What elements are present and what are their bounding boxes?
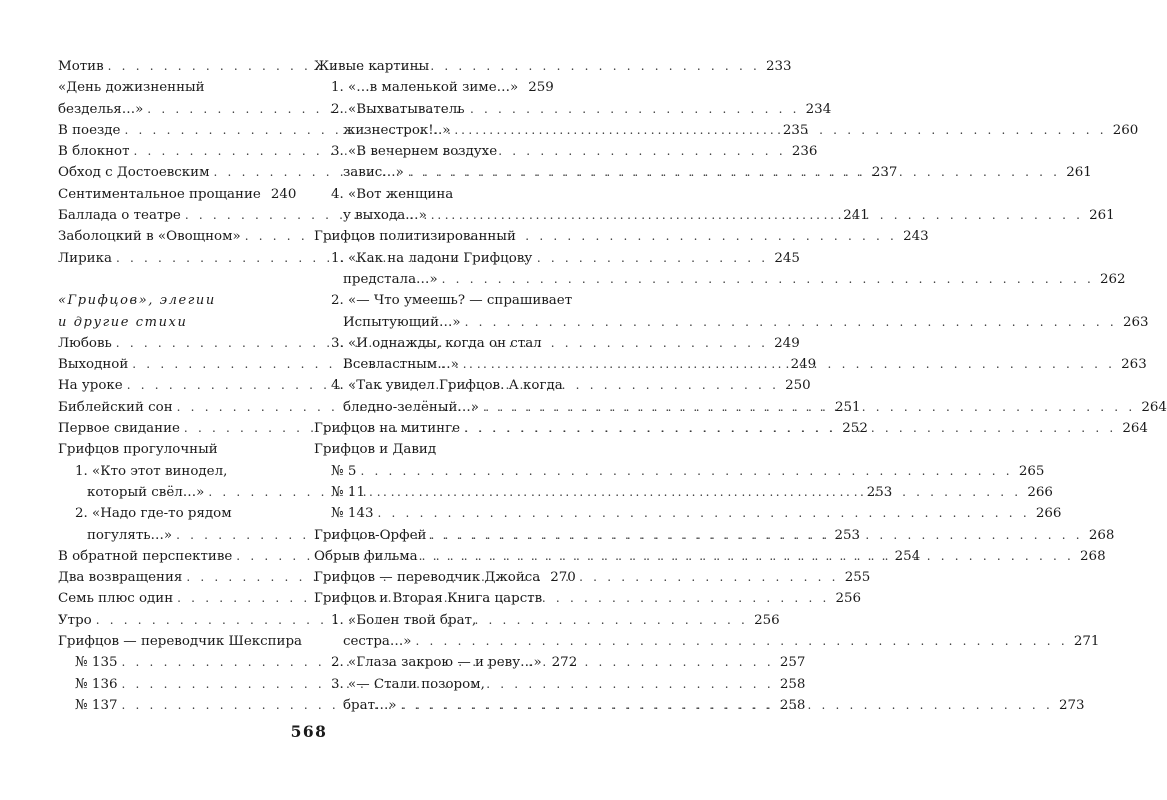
- toc-entry-page: 236: [791, 144, 818, 160]
- toc-entry-title: № 11: [331, 484, 365, 500]
- toc-entry-page: 245: [774, 250, 800, 266]
- toc-entry-title: Семь плюс один: [58, 591, 174, 607]
- toc-entry-page: 260: [1112, 122, 1139, 138]
- toc-entry-title: 2. «Выхватыватель: [331, 101, 465, 117]
- toc-entry-page: 253: [866, 484, 893, 500]
- toc-entry-page: 258: [779, 676, 806, 692]
- toc-entry-title: завис…»: [343, 165, 404, 181]
- toc-entry-page: 266: [1035, 506, 1062, 522]
- toc-entry-title: Грифцов и Давид: [314, 442, 437, 458]
- toc-entry-page: 273: [1058, 697, 1085, 713]
- toc-entry-title: 3. «И однажды, когда он стал: [331, 335, 542, 351]
- toc-entry-title: Библейский сон: [58, 399, 173, 415]
- toc-entry: [314, 439, 553, 460]
- toc-entry-title: жизнестрок!..»: [343, 122, 451, 138]
- toc-entry-page: 266: [1027, 484, 1053, 500]
- toc-leader-dots: [415, 631, 1067, 652]
- toc-entry-title: № 5: [331, 463, 357, 479]
- toc-entry-title: Сентиментальное прощание: [58, 186, 261, 202]
- toc-entry-title: Испытующий…»: [343, 314, 461, 330]
- toc-entry-title: Грифцов и Вторая Книга царств: [314, 591, 543, 607]
- toc-entry-page: 258: [779, 697, 806, 713]
- toc-entry-title: и другие стихи: [58, 314, 188, 330]
- toc-entry-page: 261: [1089, 208, 1115, 224]
- toc-entry-title: 1. «Кто этот винодел,: [75, 463, 228, 479]
- toc-entry-page: 264: [1122, 421, 1148, 437]
- toc-entry: [58, 184, 297, 205]
- toc-entry: [58, 631, 303, 652]
- toc-entry-title: Грифцов прогулочный: [58, 442, 218, 458]
- toc-leader-dots: [378, 503, 1030, 524]
- toc-entry-title: 1. «Как на ладони Грифцову: [331, 250, 533, 266]
- toc-entry: [314, 610, 553, 631]
- toc-leader-dots: [483, 397, 1135, 418]
- toc-entry-title: предстала…»: [343, 271, 438, 287]
- toc-leader-dots: [430, 525, 1082, 546]
- toc-entry-title: В поезде: [58, 122, 121, 138]
- toc-entry-title: у выхода…»: [343, 208, 427, 224]
- toc-entry-page: 250: [785, 378, 811, 394]
- toc-entry-page: 256: [754, 612, 780, 628]
- toc-spacer: [58, 269, 294, 290]
- toc-entry-page: 265: [1018, 463, 1045, 479]
- toc-entry: [314, 312, 1149, 333]
- toc-entry-title: 3. «— Стали позором,: [331, 676, 485, 692]
- toc-entry-page: 262: [1100, 271, 1126, 287]
- toc-entry: [314, 674, 553, 695]
- toc-entry-title: Баллада о театре: [58, 208, 181, 224]
- toc-entry-title: безделья…»: [58, 101, 144, 117]
- toc-entry-title: Выходной: [58, 357, 129, 373]
- toc-entry-page: 272: [551, 655, 578, 671]
- toc-entry-page: 264: [1141, 399, 1167, 415]
- toc-entry-title: Заболоцкий в «Овощном»: [58, 229, 241, 245]
- toc-entry-page: 241: [843, 208, 869, 224]
- toc-entry: [58, 439, 294, 460]
- page-number: 568: [290, 722, 328, 741]
- toc-leader-dots: [442, 269, 1094, 290]
- toc-entry-title: сестра…»: [343, 634, 412, 650]
- toc-entry: [314, 631, 1100, 652]
- toc-entry-page: 252: [842, 421, 868, 437]
- toc-section-heading: [58, 312, 294, 333]
- toc-entry-title: «День дожизненный: [58, 80, 205, 96]
- toc-entry-title: 1. «…в маленькой зиме…»: [331, 80, 519, 96]
- toc-entry-title: Живые картины: [314, 59, 430, 74]
- toc-entry-page: 234: [805, 101, 832, 117]
- toc-entry: [314, 567, 576, 588]
- toc-entry: [58, 461, 294, 482]
- toc-leader-dots: [431, 205, 1083, 226]
- toc-entry: [314, 290, 573, 311]
- toc-entry: [314, 184, 553, 205]
- toc-leader-dots: [401, 695, 1053, 716]
- toc-entry-title: «Грифцов», элегии: [58, 293, 216, 309]
- toc-entry-title: Лирика: [58, 250, 112, 266]
- toc-entry-title: 1. «Болен твой брат,: [331, 612, 477, 628]
- toc-entry-title: Утро: [58, 612, 92, 628]
- toc-leader-dots: [454, 120, 1106, 141]
- toc-entry-page: 270: [550, 570, 576, 586]
- toc-entry-page: 235: [782, 122, 809, 138]
- toc-entry-page: 259: [528, 80, 554, 96]
- toc-entry-title: Грифцов — переводчик Джойса: [314, 570, 541, 586]
- toc-entry-page: 263: [1121, 357, 1147, 373]
- toc-entry-title: Грифцов на митинге: [314, 421, 461, 437]
- toc-entry: [314, 99, 553, 120]
- toc-entry-page: 233: [766, 59, 792, 74]
- toc-entry-title: № 135: [75, 655, 118, 671]
- toc-leader-dots: [369, 482, 1021, 503]
- toc-entry-page: 243: [903, 229, 929, 245]
- toc-entry-title: В обратной перспективе: [58, 548, 233, 564]
- toc-entry-page: 268: [1080, 548, 1106, 564]
- toc-entry-page: 249: [790, 357, 817, 373]
- toc-entry-page: 256: [835, 591, 862, 607]
- toc-entry-title: брат…»: [343, 697, 397, 713]
- toc-entry: [314, 588, 553, 609]
- toc-leader-dots: [360, 461, 1012, 482]
- toc-entry-title: 2. «Глаза закрою — и реву…»: [331, 655, 542, 671]
- toc-entry: [314, 375, 563, 396]
- toc-entry-title: 2. «Надо где-то рядом: [75, 506, 232, 522]
- toc-entry-page: 249: [774, 335, 800, 351]
- toc-entry-page: 254: [894, 548, 921, 564]
- toc-entry: [314, 503, 1062, 524]
- toc-entry: [314, 141, 553, 162]
- toc-entry-title: бледно-зелёный…»: [343, 399, 479, 415]
- toc-leader-dots: [422, 546, 1074, 567]
- toc-leader-dots: [408, 162, 1060, 183]
- toc-entry-title: № 136: [75, 676, 118, 692]
- toc-entry-title: Первое свидание: [58, 421, 180, 437]
- toc-entry: [58, 77, 294, 98]
- toc-entry-title: который свёл…»: [87, 484, 205, 500]
- toc-entry-title: В блокнот: [58, 144, 130, 160]
- toc-entry-title: № 143: [331, 506, 374, 522]
- toc-entry-title: 4. «Так увидел Грифцов. А когда: [331, 378, 563, 394]
- toc-entry-title: погулять…»: [87, 527, 173, 543]
- toc-entry-title: Всевластным…»: [343, 357, 459, 373]
- toc-entry: [314, 461, 1045, 482]
- toc-entry-page: 251: [835, 399, 861, 415]
- toc-entry-title: На уроке: [58, 378, 123, 394]
- toc-leader-dots: [464, 418, 1116, 439]
- toc-entry-page: 237: [871, 165, 898, 181]
- toc-entry-title: Обрыв фильма: [314, 548, 418, 564]
- toc-entry-page: 268: [1088, 527, 1115, 543]
- toc-entry-title: 4. «Вот женщина: [331, 186, 454, 202]
- toc-entry-page: 240: [270, 186, 297, 202]
- toc-entry: [314, 248, 553, 269]
- toc-entry-page: 257: [779, 655, 806, 671]
- toc-section-heading: [58, 290, 294, 311]
- toc-leader-dots: [463, 354, 1115, 375]
- toc-entry-title: Грифцов — переводчик Шекспира: [58, 634, 303, 650]
- toc-entry: [314, 333, 553, 354]
- toc-entry-title: 2. «— Что умеешь? — спрашивает: [331, 293, 573, 309]
- toc-entry-page: 253: [834, 527, 861, 543]
- toc-entry-title: № 137: [75, 697, 118, 713]
- toc-entry-title: Два возвращения: [58, 570, 183, 586]
- toc-entry: [314, 269, 1126, 290]
- toc-entry: [314, 652, 578, 673]
- toc-entry-page: 263: [1122, 314, 1149, 330]
- toc-entry-page: 261: [1066, 165, 1092, 181]
- toc-entry-title: Обход с Достоевским: [58, 165, 210, 181]
- toc-entry-title: Мотив: [58, 59, 104, 74]
- toc-entry-page: 255: [844, 570, 871, 586]
- toc-entry-page: 271: [1073, 634, 1100, 650]
- toc-leader-dots: [465, 312, 1117, 333]
- toc-entry: [314, 226, 553, 247]
- toc-entry: [58, 503, 294, 524]
- toc-entry-title: Любовь: [58, 335, 112, 351]
- toc-entry: [314, 77, 553, 98]
- toc-entry-title: 3. «В вечернем воздухе: [331, 144, 498, 160]
- toc-entry-title: Грифцов политизированный: [314, 229, 516, 245]
- toc-entry-title: Грифцов-Орфей: [314, 527, 427, 543]
- toc-entry: [314, 56, 553, 77]
